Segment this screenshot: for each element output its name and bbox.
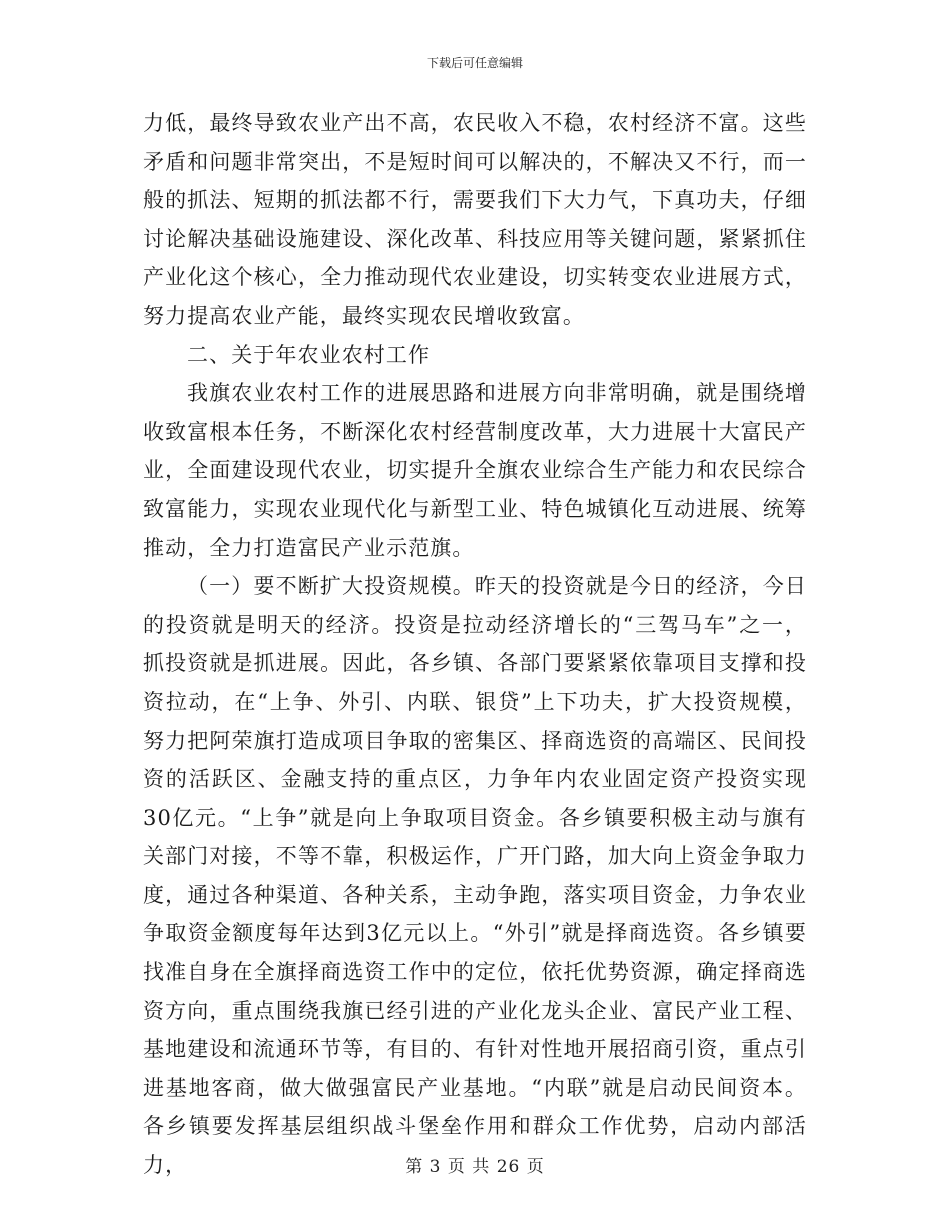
paragraph-continuation: 力低，最终导致农业产出不高，农民收入不稳，农村经济不富。这些矛盾和问题非常突出，不是短时间可以解决的，不解决又不行，而一般的抓法、短期的抓法都不行，需要我们下大力气，下真功夫，仔细讨论解决基础设施建设、深化改革、科技应用等关键问题，紧紧抓住产业化这个核心，全力推动现代农业建设，切实转变农业进展方式，努力提高农业产能，最终实现农民增收致富。 <box>143 111 807 328</box>
section-heading: 二、关于年农业农村工作 <box>187 342 431 367</box>
document-body <box>143 104 807 1185</box>
page-header: 下载后可任意编辑 <box>426 56 523 70</box>
page-number-footer: 第 3 页 共 26 页 <box>405 1157 545 1177</box>
paragraph: 我旗农业农村工作的进展思路和进展方向非常明确，就是围绕增收致富根本任务，不断深化农村经营制度改革，大力进展十大富民产业，全面建设现代农业，切实提升全旗农业综合生产能力和农民综合致富能力，实现农业现代化与新型工业、特色城镇化互动进展、统筹推动，全力打造富民产业示范旗。 <box>143 381 807 560</box>
paragraph: （一）要不断扩大投资规模。昨天的投资就是今日的经济，今日的投资就是明天的经济。投资是拉动经济增长的“三驾马车”之一，抓投资就是抓进展。因此，各乡镇、各部门要紧紧依靠项目支撑和投资拉动，在“上争、外引、内联、银贷”上下功夫，扩大投资规模，努力把阿荣旗打造成项目争取的密集区、择商选资的高端区、民间投资的活跃区、金融支持的重点区，力争年内农业固定资产投资实现30亿元。“上争”就是向上争取项目资金。各乡镇要积极主动与旗有关部门对接，不等不靠，积极运作，广开门路，加大向上资金争取力度，通过各种渠道、各种关系，主动争跑，落实项目资金，力争农业争取资金额度每年达到3亿元以上。“外引”就是择商选资。各乡镇要找准自身在全旗择商选资工作中的定位，依托优势资源，确定择商选资方向，重点围绕我旗已经引进的产业化龙头企业、富民产业工程、基地建设和流通环节等，有目的、有针对性地开展招商引资，重点引进基地客商，做大做强富民产业基地。“内联”就是启动民间资本。各乡镇要发挥基层组织战斗堡垒作用和群众工作优势，启动内部活力， <box>143 574 807 1178</box>
